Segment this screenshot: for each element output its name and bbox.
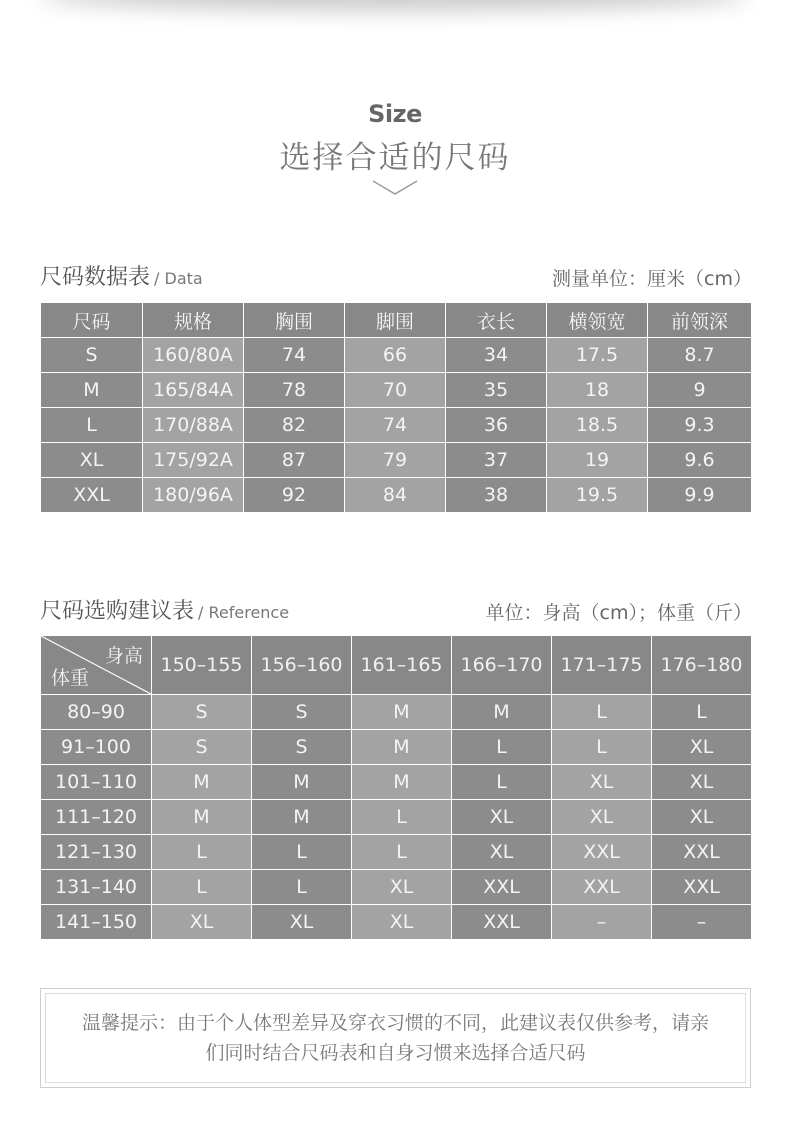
table-cell: 87 (244, 443, 345, 478)
table-cell: 18.5 (547, 408, 648, 443)
table-row (41, 905, 752, 940)
ref-table-title (40, 594, 289, 625)
table-header-cell: 156–160 (252, 636, 352, 695)
corner-cell (41, 636, 152, 695)
table-cell: 38 (446, 478, 547, 513)
table-cell: S (41, 338, 143, 373)
table-cell: 74 (345, 408, 446, 443)
table-cell: 92 (244, 478, 345, 513)
table-header-row (41, 303, 752, 338)
table-cell: XL (452, 835, 552, 870)
table-row (41, 408, 752, 443)
size-data-table (40, 302, 752, 513)
table-cell: L (252, 870, 352, 905)
table-cell: 66 (345, 338, 446, 373)
table-cell: XXL (652, 870, 752, 905)
chevron-down-icon (372, 180, 418, 196)
table-cell: XL (552, 800, 652, 835)
table-cell: XL (652, 800, 752, 835)
corner-height-label: 身高 (104, 645, 143, 667)
table-cell: 101–110 (41, 765, 152, 800)
table-row (41, 478, 752, 513)
table-cell: 8.7 (648, 338, 752, 373)
table-header-cell: 规格 (143, 303, 244, 338)
table-cell: XL (652, 730, 752, 765)
table-cell: 19.5 (547, 478, 648, 513)
table-cell: 9.9 (648, 478, 752, 513)
table-cell: L (552, 730, 652, 765)
table-cell: L (41, 408, 143, 443)
table-header-cell: 胸围 (244, 303, 345, 338)
table-cell: XL (552, 765, 652, 800)
table-cell: 9.3 (648, 408, 752, 443)
table-row (41, 338, 752, 373)
table-cell: M (452, 695, 552, 730)
table-row (41, 373, 752, 408)
table-header-cell: 161–165 (352, 636, 452, 695)
table-cell: 111–120 (41, 800, 152, 835)
table-row (41, 730, 752, 765)
table-cell: L (152, 835, 252, 870)
table-header-cell: 176–180 (652, 636, 752, 695)
table-cell: XL (652, 765, 752, 800)
table-row (41, 870, 752, 905)
table-header-cell: 衣长 (446, 303, 547, 338)
table-cell: XL (352, 905, 452, 940)
table-cell: 9.6 (648, 443, 752, 478)
table-row (41, 443, 752, 478)
table-header-cell: 166–170 (452, 636, 552, 695)
table-header-cell: 横领宽 (547, 303, 648, 338)
table-cell: – (652, 905, 752, 940)
table-cell: 170/88A (143, 408, 244, 443)
ref-table-title-text: 尺码选购建议表 (40, 599, 195, 624)
table-cell: 165/84A (143, 373, 244, 408)
tip-box (40, 988, 751, 1088)
table-header-row (41, 636, 752, 695)
table-row (41, 765, 752, 800)
table-cell: XXL (452, 870, 552, 905)
table-cell: S (252, 730, 352, 765)
table-cell: XXL (652, 835, 752, 870)
table-cell: M (152, 765, 252, 800)
data-table-title-text: 尺码数据表 (40, 265, 151, 290)
table-cell: M (352, 765, 452, 800)
table-cell: L (352, 835, 452, 870)
table-cell: 17.5 (547, 338, 648, 373)
table-cell: 35 (446, 373, 547, 408)
table-cell: 78 (244, 373, 345, 408)
table-cell: L (152, 870, 252, 905)
table-cell: L (452, 765, 552, 800)
table-cell: XL (252, 905, 352, 940)
page-title-en: Size (368, 100, 422, 128)
table-cell: M (352, 730, 452, 765)
table-cell: XL (352, 870, 452, 905)
table-cell: L (652, 695, 752, 730)
table-cell: XL (452, 800, 552, 835)
table-header-cell: 尺码 (41, 303, 143, 338)
table-cell: XXL (552, 835, 652, 870)
page-title-cn: 选择合适的尺码 (279, 140, 511, 176)
table-cell: S (152, 695, 252, 730)
ref-table-unit: 单位：身高（cm）；体重（斤） (485, 602, 752, 624)
table-cell: L (552, 695, 652, 730)
data-table-title (40, 260, 203, 291)
table-cell: XXL (552, 870, 652, 905)
tip-text: 温馨提示：由于个人体型差异及穿衣习惯的不同，此建议表仅供参考，请亲们同时结合尺码表和自身习惯来选择合适尺码 (81, 1012, 709, 1064)
table-cell: 37 (446, 443, 547, 478)
table-cell: L (352, 800, 452, 835)
data-table-unit: 测量单位：厘米（cm） (552, 268, 752, 290)
ref-table-subtitle: / Reference (198, 603, 290, 622)
table-cell: XL (41, 443, 143, 478)
table-cell: 160/80A (143, 338, 244, 373)
table-cell: 121–130 (41, 835, 152, 870)
table-cell: XXL (41, 478, 143, 513)
table-cell: 36 (446, 408, 547, 443)
size-reference-table (40, 635, 752, 940)
table-cell: 131–140 (41, 870, 152, 905)
table-cell: L (452, 730, 552, 765)
table-cell: M (252, 765, 352, 800)
table-header-cell: 150–155 (152, 636, 252, 695)
table-cell: 84 (345, 478, 446, 513)
table-cell: 9 (648, 373, 752, 408)
table-cell: L (252, 835, 352, 870)
table-cell: XL (152, 905, 252, 940)
table-cell: 19 (547, 443, 648, 478)
table-cell: 74 (244, 338, 345, 373)
corner-weight-label: 体重 (51, 667, 90, 689)
table-cell: 18 (547, 373, 648, 408)
table-cell: M (252, 800, 352, 835)
table-cell: S (152, 730, 252, 765)
table-header-cell: 171–175 (552, 636, 652, 695)
table-cell: XXL (452, 905, 552, 940)
tip-box-inner (45, 993, 746, 1083)
table-cell: 70 (345, 373, 446, 408)
table-cell: 82 (244, 408, 345, 443)
table-row (41, 835, 752, 870)
table-header-cell: 脚围 (345, 303, 446, 338)
table-cell: 141–150 (41, 905, 152, 940)
table-cell: 34 (446, 338, 547, 373)
table-cell: 79 (345, 443, 446, 478)
data-table-subtitle: / Data (154, 269, 203, 288)
table-cell: – (552, 905, 652, 940)
table-header-cell: 前领深 (648, 303, 752, 338)
table-cell: M (41, 373, 143, 408)
table-cell: M (152, 800, 252, 835)
table-cell: 180/96A (143, 478, 244, 513)
table-row (41, 800, 752, 835)
table-cell: S (252, 695, 352, 730)
table-row (41, 695, 752, 730)
table-cell: M (352, 695, 452, 730)
table-cell: 91–100 (41, 730, 152, 765)
table-cell: 80–90 (41, 695, 152, 730)
table-cell: 175/92A (143, 443, 244, 478)
